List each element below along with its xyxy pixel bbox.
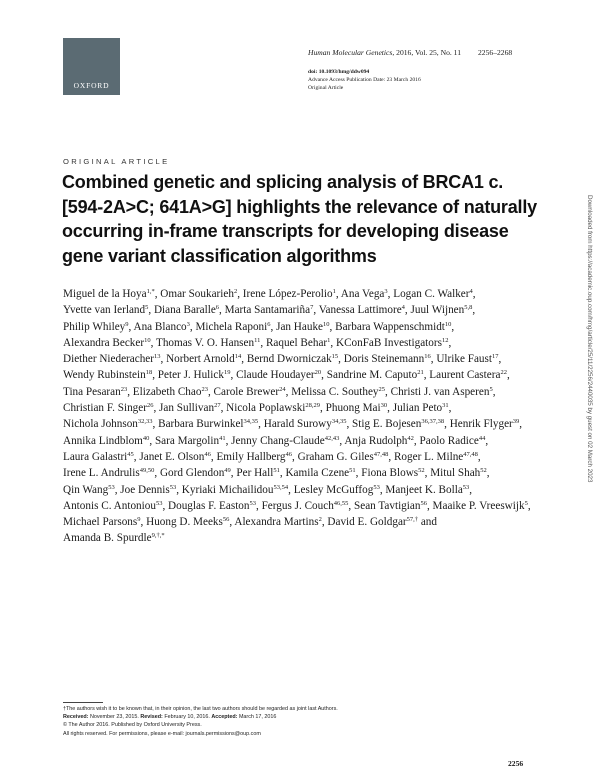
author-affiliation-sup: 53: [249, 499, 256, 507]
author-name[interactable]: [158, 369, 231, 381]
author-name-text: Sandrine M. Caputo: [326, 369, 418, 382]
author-name[interactable]: [276, 321, 329, 333]
author-name-text: Antonis C. Antoniou: [63, 499, 156, 512]
author-affiliation-sup: 26: [146, 402, 154, 410]
author-affiliation-sup: 9: [137, 516, 141, 524]
author-name-text: Lesley McGuffog: [293, 483, 374, 496]
author-affiliation-sup: 10: [444, 320, 452, 328]
author-affiliation-sup: 36,37,38: [421, 418, 445, 426]
author-affiliation-sup: 51: [273, 467, 280, 475]
author-name[interactable]: [63, 500, 162, 512]
oxford-logo: [63, 38, 120, 95]
author-name-text: Laurent Castera: [429, 369, 501, 382]
author-name[interactable]: [120, 484, 176, 496]
author-affiliation-sup: 39: [512, 418, 520, 426]
author-name-text: Anja Rudolph: [344, 434, 408, 447]
author-name[interactable]: [63, 337, 151, 349]
author-name-text: Omar Soukarieh: [160, 288, 234, 300]
author-name[interactable]: [226, 402, 320, 414]
footnotes: [63, 705, 543, 738]
author-affiliation-sup: 27: [214, 402, 221, 410]
author-name[interactable]: [225, 304, 314, 316]
accepted-date: March 17, 2016: [238, 714, 277, 721]
author-affiliation-sup: 17: [491, 353, 499, 361]
author-affiliation-sup: 46: [285, 450, 293, 458]
author-affiliation-sup: 51: [349, 467, 356, 475]
revised-date: February 10, 2016.: [164, 714, 210, 721]
author-name-text: Melissa C. Southey: [291, 385, 379, 398]
author-name-text: Sean Tavtigian: [354, 499, 421, 512]
author-affiliation-sup: 42,43: [324, 434, 340, 442]
article-type-label: ORIGINAL ARTICLE: [63, 157, 170, 166]
author-name-text: Miguel de la Hoya: [63, 288, 147, 300]
author-name-text: Gord Glendon: [159, 467, 225, 480]
author-name-text: Sara Margolin: [154, 434, 220, 447]
author-affiliation-sup: 7: [310, 304, 314, 312]
author-name[interactable]: [216, 451, 292, 463]
author-name-text: Logan C. Walker: [393, 288, 470, 300]
author-affiliation-sup: 49,50: [139, 467, 155, 475]
author-name-text: Kyriaki Michailidou: [181, 483, 274, 496]
author-name-text: Bernd Dworniczak: [246, 353, 332, 366]
author-name[interactable]: [420, 435, 486, 447]
author-name-text: Annika Lindblom: [63, 434, 143, 447]
copyright-line: © The Author 2016. Published by Oxford University Press.: [63, 722, 202, 729]
author-name[interactable]: [168, 500, 256, 512]
author-name[interactable]: [146, 516, 229, 528]
author-name[interactable]: [264, 418, 347, 430]
author-name-text: Stig E. Bojesen: [352, 418, 422, 431]
author-name[interactable]: [195, 321, 270, 333]
author-affiliation-sup: 3: [384, 288, 388, 295]
author-name[interactable]: [139, 451, 210, 463]
author-name[interactable]: [63, 467, 154, 479]
author-affiliation-sup: 9: [125, 320, 129, 328]
author-name[interactable]: [429, 369, 507, 381]
author-affiliation-sup: 4: [469, 288, 473, 295]
author-affiliation-sup: 5,8: [464, 304, 473, 312]
author-name[interactable]: [352, 418, 444, 430]
author-name-text: Maaike P. Vreeswijk: [432, 499, 525, 512]
author-name-text: Joe Dennis: [120, 483, 170, 496]
advance-access-date: Advance Access Publication Date: 23 March 2016: [308, 77, 421, 83]
author-name[interactable]: [341, 288, 388, 300]
author-name[interactable]: [247, 353, 338, 365]
author-name-text: Yvette van Ierland: [63, 304, 146, 317]
author-affiliation-sup: 11: [254, 336, 261, 344]
author-name[interactable]: [63, 532, 165, 544]
author-name-text: Fiona Blows: [361, 467, 419, 480]
author-name[interactable]: [430, 467, 487, 479]
author-name-text: Phuong Mai: [325, 402, 381, 415]
author-affiliation-sup: 45: [127, 450, 134, 458]
author-name[interactable]: [243, 288, 336, 300]
author-name-text: Elizabeth Chao: [132, 385, 202, 398]
author-name[interactable]: [159, 402, 221, 414]
author-name-text: Mitul Shah: [430, 467, 481, 480]
author-affiliation-sup: 22: [500, 369, 507, 377]
author-name[interactable]: [63, 402, 153, 414]
author-name[interactable]: [450, 418, 520, 430]
author-name-text: Irene L. Andrulis: [63, 467, 140, 480]
journal-pages: 2256–2268: [478, 48, 513, 57]
author-affiliation-sup: 2: [318, 516, 322, 524]
author-affiliation-sup: 10: [323, 320, 330, 328]
author-name-text: Vanessa Lattimore: [318, 304, 402, 317]
author-name-text: Huong D. Meeks: [146, 516, 223, 529]
author-name-text: Nichola Johnson: [63, 418, 138, 431]
author-name[interactable]: [63, 353, 161, 365]
author-affiliation-sup: 24: [279, 385, 286, 393]
author-name-text: Julian Peto: [392, 402, 443, 415]
author-name-text: Barbara Burwinkel: [158, 418, 244, 431]
author-list: Miguel de la Hoya$^{1,*}$, Omar Soukarieh$^2$, Irene López-Perolio$^1$, Ana Vega$^3$, Logan C. Walker$^4$, Yvette van Ierland$^5$, Diana Baralle$^6$, Marta Santamariña$^7$, Vanessa Lattimore$^4$, Juul Wijnen$^{5,8}$, Philip Whiley$^9$, Ana Blanco$^3$, Michela Raponi$^6$, Jan Hauke$^{10}$, Barbara Wappenschmidt$^{10}$, Alexandra Becker$^{10}$, Thomas V. O. Hansen$^{11}$, Raquel Behar$^1$, KConFaB Investigators$^{12}$, Diether Niederacher$^{13}$, Norbert Arnold$^{14}$, Bernd Dworniczak$^{15}$, Doris Steinemann$^{16}$, Ulrike Faust$^{17}$, Wendy Rubinstein$^{18}$, Peter J. Hulick$^{19}$, Claude Houdayer$^{20}$, Sandrine M. Caputo$^{21}$, Laurent Castera$^{22}$, Tina Pesaran$^{23}$, Elizabeth Chao$^{23}$, Carole Brewer$^{24}$, Melissa C. Southey$^{25}$, Christi J. van Asperen$^5$, Christian F. Singer$^{26}$, Jan Sullivan$^{27}$, Nicola Poplawski$^{28,29}$, Phuong Mai$^{30}$, Julian Peto$^{31}$, Nichola Johnson$^{32,33}$, Barbara Burwinkel$^{34,35}$, Harald Surowy$^{34,35}$, Stig E. Bojesen$^{36,37,38}$, Henrik Flyger$^{39}$, Annika Lindblom$^{40}$, Sara Margolin$^{41}$, Jenny Chang-Claude$^{42,43}$, Anja Rudolph$^{42}$, Paolo Radice$^{44}$, Laura Galastri$^{45}$, Janet E. Olson$^{46}$, Emily Hallberg$^{46}$, Graham G. Giles$^{47,48}$, Roger L. Milne$^{47,48}$, Irene L. Andrulis$^{49,50}$, Gord Glendon$^{49}$, Per Hall$^{51}$, Kamila Czene$^{51}$, Fiona Blows$^{52}$, Mitul Shah$^{52}$, Qin Wang$^{53}$, Joe Dennis$^{53}$, Kyriaki Michailidou$^{53,54}$, Lesley McGuffog$^{53}$, Manjeet K. Bolla$^{53}$, Antonis C. Antoniou$^{53}$, Douglas F. Easton$^{53}$, Fergus J. Couch$^{46,55}$, Sean Tavtigian$^{56}$, Maaike P. Vreeswijk$^5$, Michael Parsons$^9$, Huong D. Meeks$^{56}$, Alexandra Martins$^2$, David E. Goldgar$^{57,\dagger}$ and Amanda B. Spurdle$^{9,\dagger,*}$: [63, 288, 531, 545]
author-name[interactable]: [385, 484, 469, 496]
author-name-text: Christian F. Singer: [63, 402, 147, 415]
author-name-text: Alexandra Martins: [234, 516, 319, 529]
author-name-text: Ana Blanco: [133, 320, 187, 333]
author-name-text: Wendy Rubinstein: [63, 369, 146, 382]
journal-name: Human Molecular Genetics: [308, 48, 393, 57]
author-name[interactable]: [344, 435, 414, 447]
author-name-text: Tina Pesaran: [63, 385, 121, 398]
author-affiliation-sup: 52: [418, 467, 425, 475]
author-name[interactable]: [394, 451, 478, 463]
author-affiliation-sup: 32,33: [137, 418, 153, 426]
author-name[interactable]: [63, 418, 153, 430]
accepted-label: Accepted:: [211, 714, 238, 721]
author-affiliation-sup: 1: [332, 288, 336, 295]
author-name-text: Marta Santamariña: [224, 304, 311, 317]
author-name[interactable]: [133, 386, 208, 398]
author-name[interactable]: [63, 435, 149, 447]
author-affiliation-sup: 6: [267, 320, 271, 328]
download-sidebar-note: Downloaded from https://academic.oup.com/hmg/article/25/11/2256/2440035 by guest on 02 March 2023: [586, 195, 593, 483]
author-name[interactable]: [160, 467, 231, 479]
author-name-text: Jenny Chang-Claude: [231, 434, 325, 447]
rights-line: All rights reserved. For permissions, please e-mail: journals.permissions@oup.com: [63, 730, 261, 737]
author-name-text: Laura Galastri: [63, 450, 128, 463]
author-name[interactable]: [63, 369, 152, 381]
author-name-text: Graham G. Giles: [297, 450, 374, 463]
dates-line: [63, 713, 543, 721]
author-name[interactable]: [326, 402, 388, 414]
author-name-text: Douglas F. Easton: [168, 499, 250, 512]
joint-last-note: †The authors wish it to be known that, in their opinion, the last two authors should be regarded as joint last Authors.: [63, 706, 338, 712]
author-name[interactable]: [63, 451, 134, 463]
author-name[interactable]: [155, 435, 226, 447]
author-name[interactable]: [214, 386, 286, 398]
author-name[interactable]: [291, 386, 385, 398]
article-title: Combined genetic and splicing analysis of BRCA1 c.[594-2A>C; 641A>G] highlights the relevance of naturally occurring in-frame transcripts for developing disease gene variant classification algorithms: [62, 172, 537, 266]
author-name[interactable]: [182, 484, 288, 496]
author-name-text: Amanda B. Spurdle: [63, 532, 152, 545]
author-name-text: Raquel Behar: [265, 336, 328, 349]
author-name[interactable]: [354, 500, 427, 512]
author-name-text: Christi J. van Asperen: [390, 385, 490, 398]
author-name-text: Qin Wang: [63, 483, 109, 496]
author-name-text: Thomas V. O. Hansen: [155, 336, 255, 349]
author-name[interactable]: [433, 500, 528, 512]
author-affiliation-sup: 12: [441, 336, 449, 344]
author-affiliation-sup: 19: [223, 369, 231, 377]
author-name-text: Philip Whiley: [63, 320, 126, 333]
article-meta: [308, 68, 421, 92]
author-name[interactable]: [391, 386, 493, 398]
author-affiliation-sup: 14: [234, 353, 242, 361]
author-affiliation-sup: 2: [233, 288, 238, 295]
author-name-text: KConFaB Investigators: [335, 336, 442, 349]
page-number: 2256: [508, 759, 524, 768]
author-affiliation-sup: 1: [327, 336, 331, 344]
author-affiliation-sup: 47,48: [463, 450, 478, 458]
author-affiliation-sup: 53: [169, 483, 177, 491]
author-affiliation-sup: 57,†: [406, 516, 419, 524]
author-name-text: David E. Goldgar: [327, 516, 407, 529]
author-affiliation-sup: 34,35: [243, 418, 259, 426]
author-name-text: Paolo Radice: [419, 434, 479, 447]
footnote-divider: [63, 702, 103, 703]
author-name-text: Alexandra Becker: [63, 336, 145, 349]
author-name-text: Emily Hallberg: [216, 450, 286, 463]
author-affiliation-sup: 47,48: [373, 450, 389, 458]
author-affiliation-sup: 5: [524, 499, 528, 507]
author-name[interactable]: [327, 369, 424, 381]
author-name[interactable]: [158, 418, 258, 430]
author-affiliation-sup: 23: [120, 385, 128, 393]
author-affiliation-sup: 42: [407, 434, 414, 442]
author-name[interactable]: [234, 516, 321, 528]
author-name-text: Henrik Flyger: [449, 418, 513, 431]
author-affiliation-sup: 20: [314, 369, 322, 377]
author-affiliation-sup: 34,35: [331, 418, 347, 426]
author-affiliation-sup: 13: [154, 353, 161, 361]
author-name-text: Harald Surowy: [263, 418, 332, 431]
author-affiliation-sup: 53,54: [273, 483, 289, 491]
author-affiliation-sup: 56: [420, 499, 427, 507]
author-name[interactable]: [361, 467, 424, 479]
author-name-text: Roger L. Milne: [393, 450, 464, 463]
author-name[interactable]: [134, 321, 190, 333]
author-affiliation-sup: 53: [108, 483, 115, 491]
author-affiliation-sup: 3: [186, 320, 190, 328]
author-name[interactable]: [393, 288, 473, 300]
journal-volume: , 2016, Vol. 25, No. 11: [392, 48, 461, 57]
author-name-text: Juul Wijnen: [410, 304, 465, 317]
author-name[interactable]: [294, 484, 380, 496]
author-name[interactable]: [335, 321, 451, 333]
author-name[interactable]: [285, 467, 355, 479]
author-affiliation-sup: 5: [489, 385, 493, 393]
author-affiliation-sup: 46: [204, 450, 211, 458]
logo-text: OXFORD: [73, 81, 110, 90]
author-name-text: Jan Sullivan: [159, 402, 215, 415]
author-affiliation-sup: 30: [380, 402, 388, 410]
author-name[interactable]: [231, 435, 339, 447]
author-name-text: Michael Parsons: [63, 516, 138, 529]
author-name[interactable]: [436, 353, 498, 365]
author-name-text: Peter J. Hulick: [157, 369, 224, 382]
doi[interactable]: doi: 10.1093/hmg/ddw094: [308, 69, 370, 75]
author-affiliation-sup: 21: [417, 369, 424, 377]
author-affiliation-sup: 53: [373, 483, 380, 491]
author-affiliation-sup: 52: [480, 467, 487, 475]
author-name-text: Claude Houdayer: [236, 369, 315, 382]
author-affiliation-sup: 49: [224, 467, 231, 475]
author-name[interactable]: [411, 304, 473, 316]
revised-label: Revised:: [140, 714, 163, 721]
author-name[interactable]: [236, 369, 321, 381]
author-affiliation-sup: 53: [155, 499, 163, 507]
author-affiliation-sup: 56: [222, 516, 230, 524]
author-name-text: Manjeet K. Bolla: [385, 483, 463, 496]
author-affiliation-sup: 28,29: [305, 402, 321, 410]
author-affiliation-sup: 41: [219, 434, 226, 442]
author-name-text: Michela Raponi: [195, 320, 268, 333]
author-name-text: Barbara Wappenschmidt: [335, 320, 445, 333]
author-name[interactable]: [154, 304, 219, 316]
author-affiliation-sup: 40: [142, 434, 150, 442]
author-affiliation-sup: 25: [378, 385, 386, 393]
author-name[interactable]: [262, 500, 349, 512]
author-name-text: Doris Steinemann: [343, 353, 425, 366]
author-name[interactable]: [319, 304, 405, 316]
author-name-text: Diether Niederacher: [63, 353, 154, 366]
author-affiliation-sup: 5: [145, 304, 149, 312]
author-name-text: Ana Vega: [340, 288, 385, 300]
author-affiliation-sup: 15: [331, 353, 339, 361]
author-name[interactable]: [63, 288, 155, 300]
author-name[interactable]: [166, 353, 241, 365]
author-name[interactable]: [236, 467, 279, 479]
author-name-text: Irene López-Perolio: [242, 288, 333, 300]
author-name[interactable]: [266, 337, 330, 349]
author-name[interactable]: [63, 516, 141, 528]
author-name-text: Nicola Poplawski: [226, 402, 306, 415]
author-name[interactable]: [63, 484, 115, 496]
author-affiliation-sup: 23: [201, 385, 208, 393]
author-affiliation-sup: 16: [424, 353, 431, 361]
author-name[interactable]: [63, 386, 127, 398]
author-name[interactable]: [344, 353, 431, 365]
author-name[interactable]: [160, 288, 237, 300]
author-name-text: Per Hall: [236, 467, 274, 480]
author-affiliation-sup: 53: [462, 483, 470, 491]
author-name[interactable]: [298, 451, 389, 463]
author-name[interactable]: [393, 402, 449, 414]
author-affiliation-sup: 9,†,*: [151, 532, 165, 540]
author-name-text: Ulrike Faust: [436, 353, 492, 366]
author-name[interactable]: [336, 337, 448, 349]
article-type-meta: Original Article: [308, 85, 344, 91]
journal-citation: [308, 48, 512, 57]
author-name-text: Norbert Arnold: [166, 353, 235, 366]
author-name-text: Janet E. Olson: [139, 450, 205, 463]
author-name[interactable]: [156, 337, 260, 349]
author-name[interactable]: [327, 516, 418, 528]
author-name[interactable]: [63, 321, 129, 333]
author-affiliation-sup: 44: [478, 434, 486, 442]
author-affiliation-sup: 46,55: [333, 499, 349, 507]
author-name-text: Carole Brewer: [213, 385, 280, 398]
author-affiliation-sup: 10: [144, 336, 151, 344]
author-affiliation-sup: 31: [442, 402, 449, 410]
received-date: November 23, 2015.: [89, 714, 139, 721]
author-affiliation-sup: 1,*: [146, 288, 155, 295]
author-name-text: Fergus J. Couch: [261, 499, 334, 512]
author-name[interactable]: [63, 304, 148, 316]
received-label: Received:: [63, 714, 89, 721]
author-name-text: Diana Baralle: [153, 304, 216, 317]
author-affiliation-sup: 6: [215, 304, 220, 312]
author-affiliation-sup: 4: [401, 304, 405, 312]
author-name-text: Kamila Czene: [285, 467, 350, 480]
author-name-text: Jan Hauke: [276, 320, 324, 333]
author-affiliation-sup: 18: [145, 369, 153, 377]
